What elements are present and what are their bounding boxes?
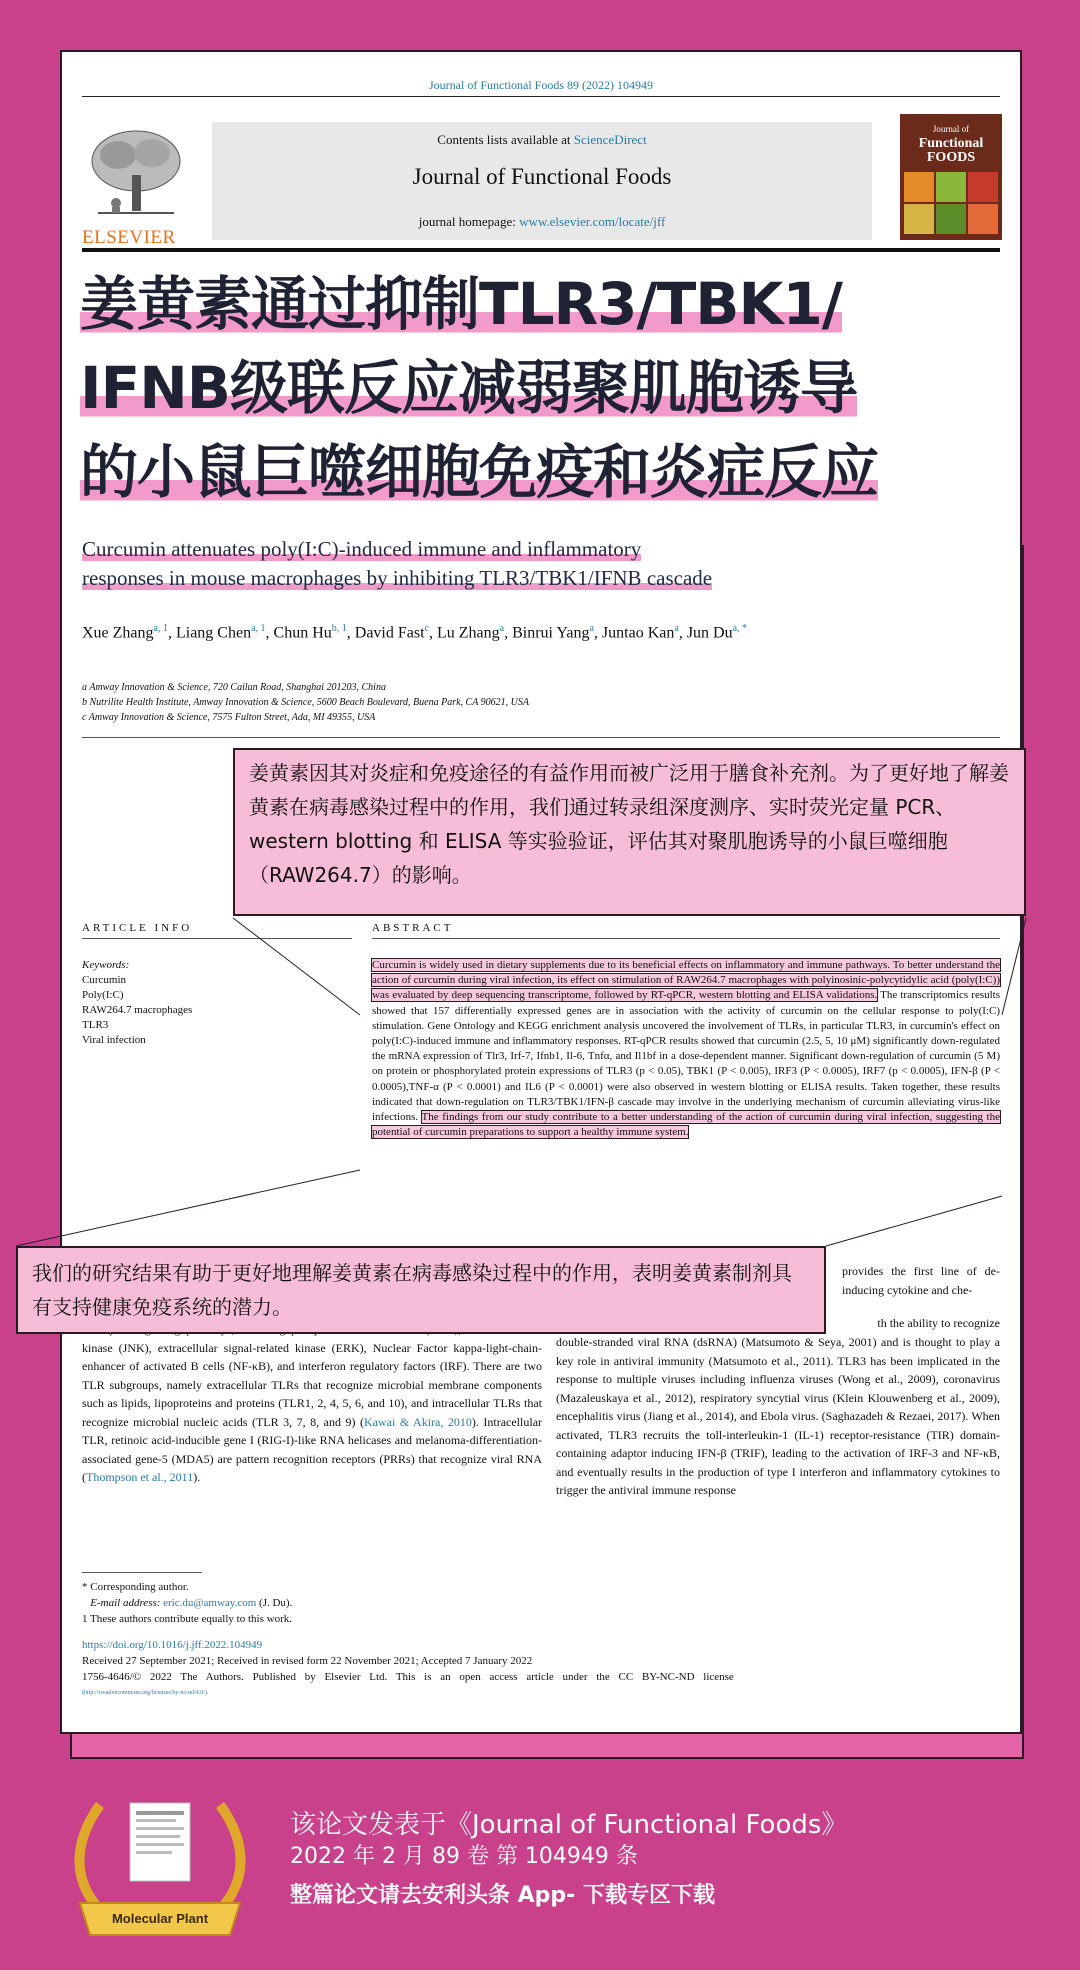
author-affiliation-marker[interactable]: a (589, 623, 594, 634)
contents-line (212, 132, 872, 148)
homepage-line (212, 214, 872, 230)
issue-info: 2022 年 2 月 89 卷 第 104949 条 (290, 1844, 638, 1869)
cn-title-line-3: 的小鼠巨噬细胞免疫和炎症反应 (80, 438, 879, 506)
body-left-column (82, 1320, 542, 1487)
cover-title-3: FOODS (926, 150, 976, 165)
sciencedirect-link[interactable]: ScienceDirect (573, 132, 647, 147)
email-suffix: (J. Du). (256, 1597, 293, 1609)
keywords-label: Keywords: (82, 959, 130, 971)
footnote-rule (82, 1572, 202, 1573)
masthead-rule (82, 248, 1000, 252)
translation-callout-bottom: 我们的研究结果有助于更好地理解姜黄素在病毒感染过程中的作用，表明姜黄素制剂具有支持健康免疫系统的潜力。 (16, 1246, 826, 1334)
body-right-column: double-stranded viral RNA (dsRNA) (Matsumoto & Seya, 2001) and is thought to play a key role in antiviral immunity (Matsumoto et al., 2011). TLR3 has been implicated in the response to multiple viruses including influenza viruses (Wong et al., 2009), coronavirus (Mazaleuskaya et al., 2012), respiratory syncytial virus (Klein Klouwenberg et al., 2009), encephalitis virus (Jiang et al., 2014), and Ebola virus. (Saghazadeh & Rezaei, 2017). When activated, TLR3 recruits the toll-interleukin-1 (IL-1) receptor-resistance (TIR) domain-containing adaptor inducing IFN-β (TRIF), leading to the activation of IRF-3 and NF-κB, and eventually results in the production of type I interferon and inflammatory cytokines to trigger the antiviral immune response (556, 1335, 1000, 1497)
badge (60, 1785, 260, 1950)
author-affiliation-marker[interactable]: b, 1 (331, 623, 347, 634)
abstract-heading: ABSTRACT (372, 922, 454, 934)
top-rule (82, 96, 1000, 97)
equal-contribution-note: 1 These authors contribute equally to this work. (82, 1613, 292, 1625)
keyword: Poly(I:C) (82, 989, 124, 1001)
article-info-heading: ARTICLE INFO (82, 922, 193, 934)
abstract-text (372, 958, 1000, 1140)
elsevier-wordmark: ELSEVIER (82, 227, 176, 248)
author-affiliation-marker[interactable]: a, 1 (153, 623, 168, 634)
body-left-text: ). (193, 1470, 201, 1484)
keywords (82, 958, 192, 1048)
body-right-partial: th the ability to recognize (877, 1316, 1000, 1330)
license-link[interactable]: (http://creativecommons.org/licenses/by-nc-nd/4.0/). (82, 1690, 209, 1696)
author-name: Liang Chen (175, 624, 252, 642)
body-left-text: ). Intracellular TLR, retinoic acid-inducible gene I (RIG-I)-like RNA helicases and melanoma-differentiation-associated gene-5 (MDA5) are pattern recognition receptors (PRRs) that recognize viral RNA ( (82, 1414, 543, 1484)
article-info-rule (82, 938, 352, 939)
affiliation-a: a Amway Innovation & Science, 720 Cailun Road, Shanghai 201203, China (82, 682, 386, 693)
email-link[interactable]: eric.du@amway.com (163, 1597, 257, 1609)
cover-title-2: Functional (918, 136, 984, 151)
homepage-prefix: journal homepage: (418, 214, 520, 229)
en-title-line-1: Curcumin attenuates poly(I:C)-induced immune and inflammatory (82, 537, 642, 561)
translation-callout-top: 姜黄素因其对炎症和免疫途径的有益作用而被广泛用于膳食补充剂。为了更好地了解姜黄素在病毒感染过程中的作用，我们通过转录组深度测序、实时荧光定量 PCR、western blotting 和 ELISA 等实验验证，评估其对聚肌胞诱导的小鼠巨噬细胞（RAW264.7）的影响。 (233, 748, 1026, 916)
publication-info (290, 1808, 847, 1914)
en-title-line-2: responses in mouse macrophages by inhibiting TLR3/TBK1/IFNB cascade (82, 566, 713, 590)
tree-icon (88, 127, 184, 219)
author-name: David Fast (354, 624, 425, 642)
cn-title-line-2: IFNB级联反应减弱聚肌胞诱导 (80, 354, 857, 422)
author-affiliation-marker[interactable]: a (674, 623, 679, 634)
footnotes (82, 1579, 982, 1627)
author-affiliation-marker[interactable]: a (499, 623, 505, 634)
corresponding-author: * Corresponding author. (82, 1581, 189, 1593)
cover-artwork-icon (900, 170, 1002, 240)
cover-title-1: Journal of (932, 124, 970, 134)
citation-link[interactable]: Kawai & Akira, 2010 (364, 1414, 472, 1429)
license-text: 1756-4646/© 2022 The Authors. Published by Elsevier Ltd. This is an open access article under the CC BY-NC-ND license (82, 1671, 734, 1683)
keyword: Viral infection (82, 1034, 146, 1046)
keyword: RAW264.7 macrophages (82, 1004, 193, 1016)
author-name: Chun Hu (273, 624, 332, 642)
chinese-title (80, 262, 1010, 514)
journal-cover (900, 114, 1002, 240)
homepage-link[interactable]: www.elsevier.com/locate/jff (519, 214, 666, 229)
author-affiliation-marker[interactable]: a, * (732, 623, 748, 634)
abstract-highlight-2: The findings from our study contribute to a better understanding of the action of curcumin during viral infection, suggesting the potential of curcumin preparations to support a healthy immune system. (372, 1111, 1000, 1139)
author-name: Lu Zhang (437, 624, 500, 642)
affiliations (82, 680, 982, 725)
elsevier-logo (80, 127, 190, 247)
abstract-highlight-1: Curcumin is widely used in dietary supplements due to its beneficial effects on inflammatory and immune pathways. To better understand the action of curcumin during viral infection, its effect on stimulation of RAW264.7 macrophages with polyinosinic-polycytidylic acid (poly(I:C)) was evaluated by deep sequencing transcriptome, followed by RT-qPCR, western blotting and ELISA validations. (372, 959, 1000, 1002)
keyword: Curcumin (82, 974, 126, 986)
author-name: Juntao Kan (601, 624, 675, 642)
citation-link[interactable]: Thompson et al., 2011 (86, 1470, 194, 1484)
keyword: TLR3 (82, 1019, 109, 1031)
masthead (212, 122, 872, 240)
author-affiliation-marker[interactable]: c (424, 623, 429, 634)
author-affiliation-marker[interactable]: a, 1 (251, 623, 266, 634)
author-name: Xue Zhang (82, 624, 154, 642)
affiliation-b: b Nutrilite Health Institute, Amway Innovation & Science, 5600 Beach Boulevard, Buena Park, CA 90621, USA (82, 697, 529, 708)
published-in: 该论文发表于《Journal of Functional Foods》 (290, 1810, 848, 1840)
abstract-rule (372, 938, 1000, 939)
abstract-body: The transcriptomics results showed that 157 differentially expressed genes are in association with the activity of curcumin on the cellular response to poly(I:C) stimulation. Gene Ontology and KEGG enrichment analysis uncovered the involvement of TLRs, in particular TLR3, in curcumin's effect on poly(I:C)-induced immune and inflammatory responses. RT-qPCR results showed that curcumin (2.5, 5, 10 μM) significantly down-regulated the mRNA expression of Tlr3, Irf-7, Ifnb1, Il-6, Tnfα, and Il1bf in a dose-dependent manner. Significant down-regulation of curcumin (5 M) on protein or phosphorylated protein expressions of TLR3 (p < 0.05), TBK1 (P < 0.005), IRF3 (P < 0.0005), IRF7 (p < 0.0005), IFN-β (P < 0.0005),TNF-α (P < 0.0001) and IL6 (P < 0.0001) were also observed in western blotting or ELISA results. Taken together, these results indicated that down-regulation on TLR3/TBK1/IFN-β cascade may involve in the underlying mechanism of curcumin alleviating virus-like infections. (372, 989, 1000, 1124)
author-list: Xue Zhang$^{a, 1}$, Liang Chen$^{a, 1}$, Chun Hu$^{b, 1}$, David Fast$^c$, Lu Zhang$^a$, Binrui Yang$^a$, Juntao Kan$^a$, Jun $Du^{a, *}$ (82, 623, 748, 642)
badge-label: Molecular Plant (111, 1911, 209, 1926)
author-name: Binrui Yang (512, 624, 590, 642)
cn-title-line-1: 姜黄素通过抑制TLR3/TBK1/ (80, 270, 842, 338)
received-dates: Received 27 September 2021; Received in revised form 22 November 2021; Accepted 7 January 2022 (82, 1655, 533, 1667)
affiliation-c: c Amway Innovation & Science, 7575 Fulton Street, Ada, MI 49355, USA (82, 712, 376, 723)
journal-name: Journal of Functional Foods (412, 164, 672, 189)
doi-link[interactable]: https://doi.org/10.1016/j.jff.2022.104949 (82, 1639, 263, 1651)
email-label: E-mail address: (90, 1597, 164, 1609)
body-left-text: kinase (JNK), extracellular signal-related kinase (ERK), Nuclear Factor kappa-light-chain-enhancer of activated B cells (NF-κB), and interferon regulatory factors (IRF). There are two TLR subgroups, namely extracellular TLRs that recognize microbial membrane components such as lipids, lipoproteins and proteins (TLR1, 2, 4, 5, 6, and 10), and intracellular TLRs that recognize microbial nucleic acids (TLR 3, 7, 8, and 9) ( (82, 1340, 542, 1429)
english-title (82, 535, 982, 593)
doi-block (82, 1637, 1000, 1701)
author-name: Jun Du (686, 624, 733, 642)
download-note[interactable]: 整篇论文请去安利头条 App- 下载专区下载 (290, 1883, 715, 1908)
body-right-top: provides the first line of de- inducing cytokine and che- (842, 1264, 1000, 1297)
journal-reference[interactable]: Journal of Functional Foods 89 (2022) 104949 (429, 78, 653, 92)
contents-prefix: Contents lists available at (437, 132, 574, 147)
section-rule (82, 737, 1000, 738)
